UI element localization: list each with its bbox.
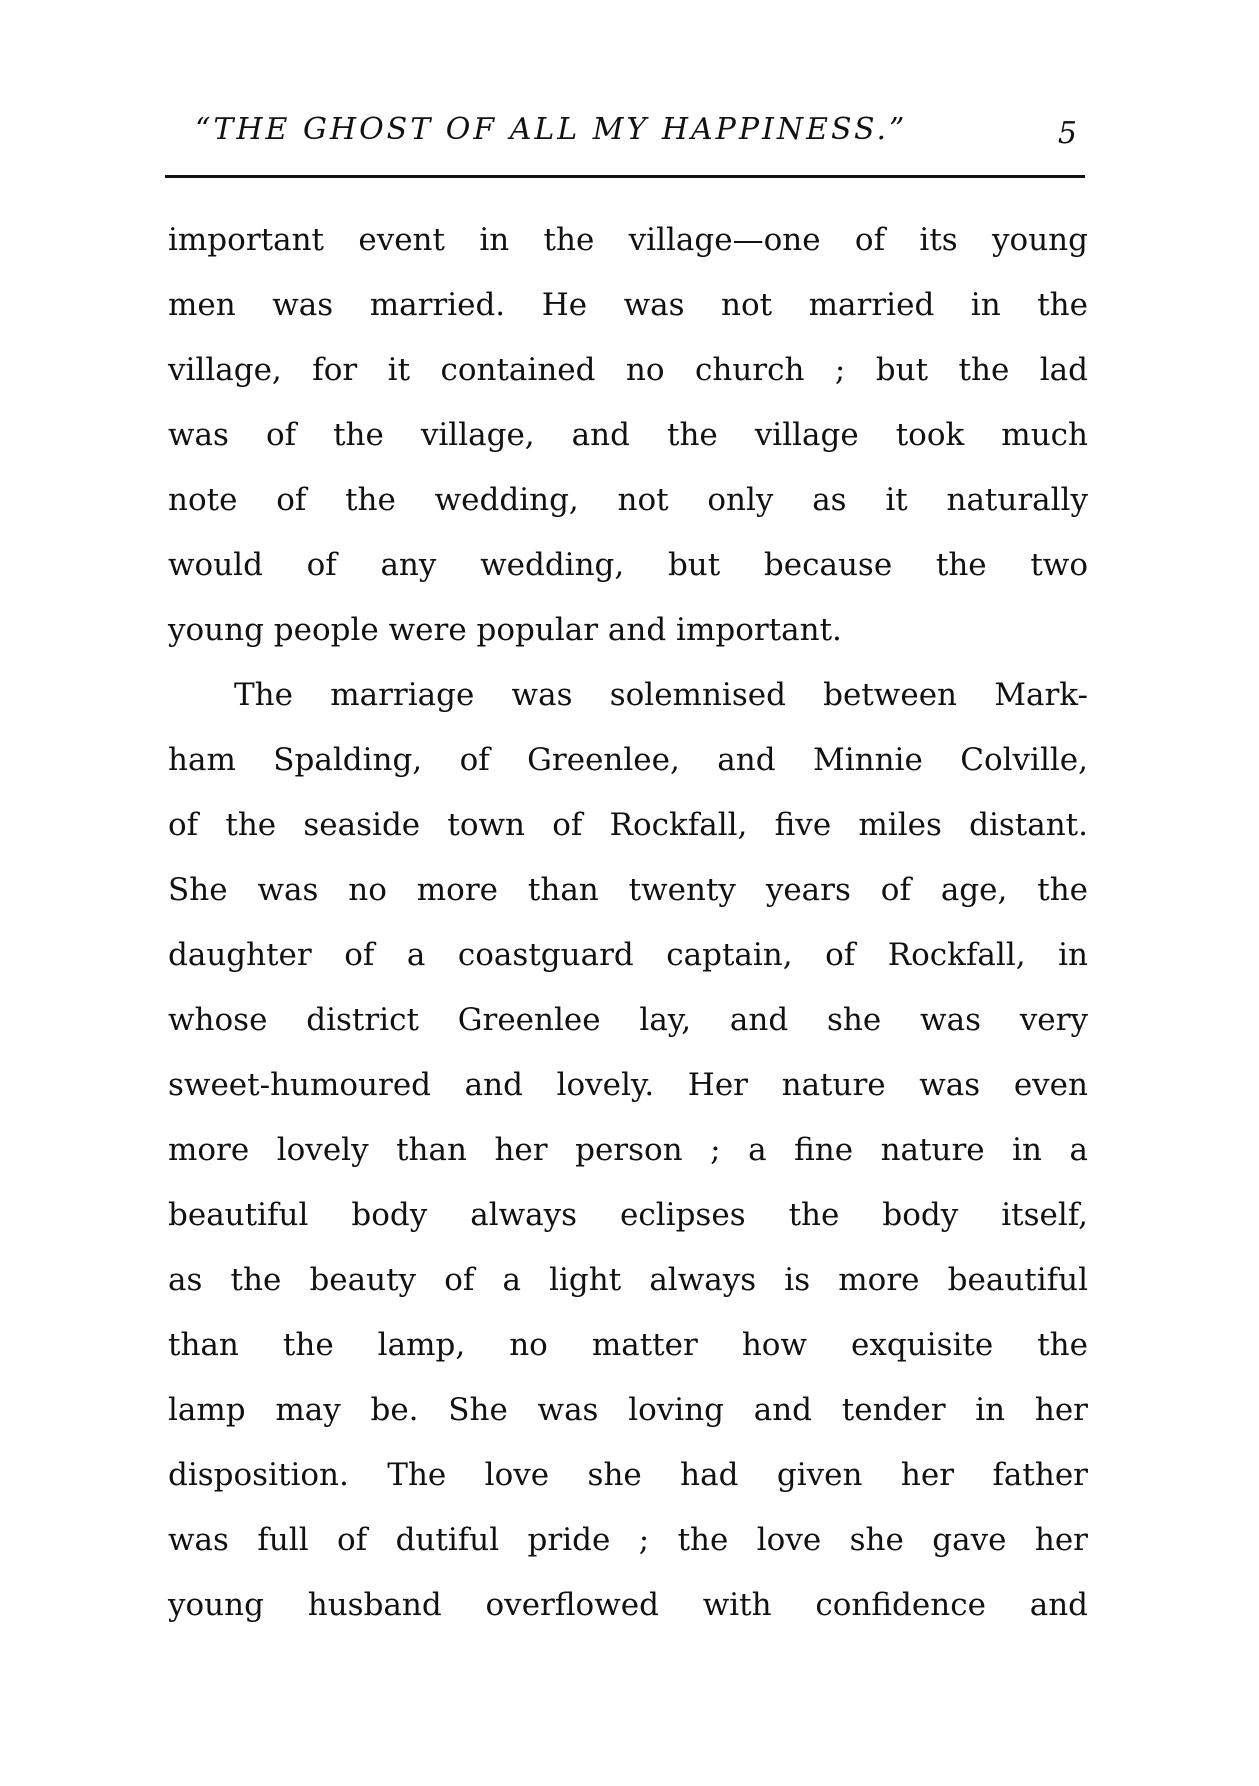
text-line: more lovely than her person ; a fine nature in a [168,1132,1088,1168]
text-line: of the seaside town of Rockfall, five miles distant. [168,807,1088,843]
text-line: sweet-humoured and lovely. Her nature was even [168,1067,1088,1103]
text-line: ham Spalding, of Greenlee, and Minnie Colville, [168,742,1088,778]
running-title: “THE GHOST OF ALL MY HAPPINESS.” [195,112,908,147]
text-line: The marriage was solemnised between Mark- [234,677,1088,713]
text-line: important event in the village—one of its young [168,222,1088,258]
text-line: men was married. He was not married in the [168,287,1088,323]
text-line: as the beauty of a light always is more beautiful [168,1262,1088,1298]
text-line: beautiful body always eclipses the body itself, [168,1197,1088,1233]
header-rule [165,175,1085,178]
text-line: was of the village, and the village took much [168,417,1088,453]
text-line: daughter of a coastguard captain, of Rockfall, in [168,937,1088,973]
text-line: young people were popular and important. [168,612,842,648]
text-line: young husband overflowed with confidence and [168,1587,1088,1623]
body-text [168,208,1088,1638]
text-line: would of any wedding, but because the two [168,547,1088,583]
running-head [165,108,1085,158]
text-line: disposition. The love she had given her father [168,1457,1088,1493]
text-line: She was no more than twenty years of age, the [168,872,1088,908]
text-line: whose district Greenlee lay, and she was very [168,1002,1088,1038]
text-line: village, for it contained no church ; but the lad [168,352,1088,388]
text-line: note of the wedding, not only as it naturally [168,482,1088,518]
page-number: 5 [1057,116,1077,151]
text-line: than the lamp, no matter how exquisite the [168,1327,1088,1363]
text-line: lamp may be. She was loving and tender in her [168,1392,1088,1428]
text-line: was full of dutiful pride ; the love she gave her [168,1522,1088,1558]
